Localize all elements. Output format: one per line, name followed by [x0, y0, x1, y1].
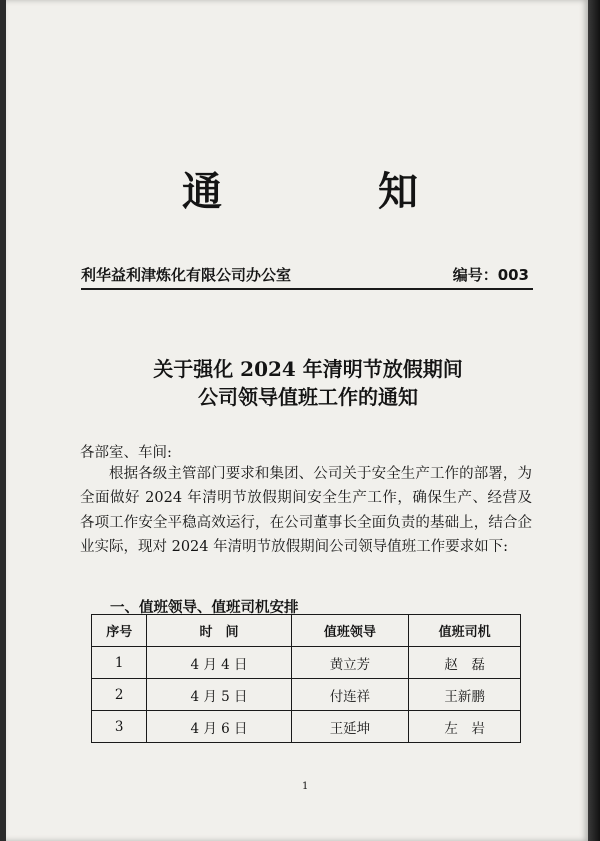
table-cell: 4 月 4 日: [147, 647, 291, 679]
header-divider: [81, 288, 533, 290]
table-cell: 黄立芳: [291, 647, 409, 679]
scan-edge-shadow: [588, 0, 600, 841]
header-cell: 值班领导: [291, 615, 409, 647]
body-text: [80, 462, 532, 559]
table-row: [92, 647, 521, 679]
header-cell: 值班司机: [409, 615, 521, 647]
table-row: [92, 711, 521, 743]
heading-char-1: 通: [182, 168, 224, 215]
body-paragraph: 根据各级主管部门要求和集团、公司关于安全生产工作的部署，为全面做好 2024 年清明节放假期间安全生产工作，确保生产、经营及各项工作安全平稳高效运行，在公司董事长全面负责的基础上，结合企业实际，现对 2024 年清明节放假期间公司领导值班工作要求如下:: [80, 466, 532, 555]
document-page: [6, 0, 588, 841]
table-cell: 赵 磊: [409, 647, 521, 679]
table-cell: 王新鹏: [409, 679, 521, 711]
issuer-name: 利华益利津炼化有限公司办公室: [81, 266, 292, 284]
table-header-row: [92, 615, 521, 647]
issuer-row: [81, 264, 531, 286]
table-cell: 4 月 6 日: [147, 711, 291, 743]
table-row: [92, 679, 521, 711]
salutation: 各部室、车间:: [80, 445, 172, 461]
title-line-2: 公司领导值班工作的通知: [198, 385, 418, 409]
header-cell: 序号: [92, 615, 147, 647]
duty-schedule-table: [91, 614, 521, 743]
notice-heading: [6, 160, 600, 220]
table-cell: 3: [92, 711, 147, 743]
table-cell: 1: [92, 647, 147, 679]
title-line-1: 关于强化 2024 年清明节放假期间: [153, 357, 463, 381]
table-cell: 左 岩: [409, 711, 521, 743]
table-cell: 4 月 5 日: [147, 679, 291, 711]
table-cell: 2: [92, 679, 147, 711]
document-title: [6, 355, 600, 411]
section-heading: 一、值班领导、值班司机安排: [110, 600, 299, 616]
page-number: 1: [302, 781, 309, 792]
table-cell: 王延坤: [291, 711, 409, 743]
document-number: 编号：003: [452, 266, 529, 284]
table-cell: 付连祥: [291, 679, 409, 711]
header-cell: 时 间: [147, 615, 291, 647]
heading-char-2: 知: [378, 168, 420, 215]
